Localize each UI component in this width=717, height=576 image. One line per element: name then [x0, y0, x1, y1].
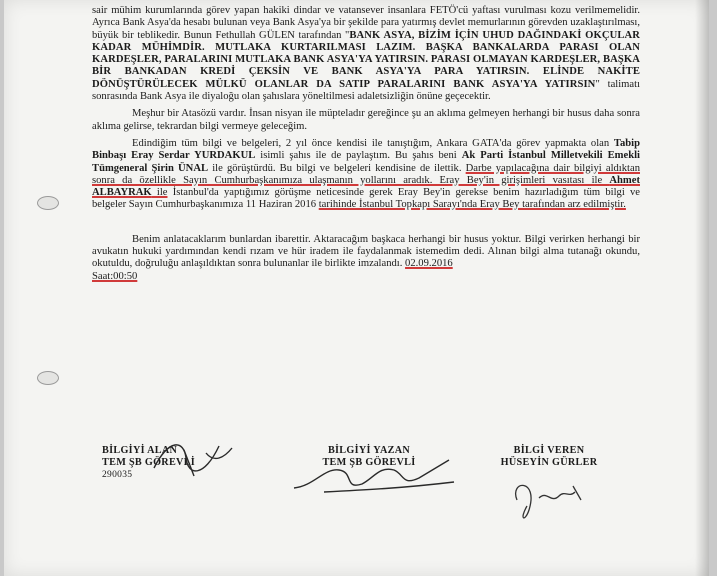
signature-title: BİLGİYİ YAZAN: [327, 445, 411, 456]
paragraph-text: Edindiğim tüm bilgi ve belgeleri, 2 yıl önce kendisi ile tanıştığım, Ankara GATA'da görev yapmakta olan: [132, 137, 614, 149]
handwritten-signature-middle: [284, 448, 464, 498]
paragraph-text: sair mühim kurumlarında görev yapan hakiki dindar ve vatansever insanlara FETÖ'cü yaftası vurulması kozu verilmemelidir. Ayrıca Bank Asya'da hesabı bulunan veya Bank Asya'ya bir şekilde para yatırmış devlet memurlarının görevden uzaklaştırılması, büyük bir teblikedir. Bunun Fethullah GÜLEN tarafından ": [92, 5, 640, 41]
time-text: Saat:00:50: [92, 270, 138, 282]
paragraph-text: " talimatı sonrasında Bank Asya ile diyaloğu olan şahıslara yöneltilmesi adaletsizliğin önüne geçecektir.: [92, 78, 640, 103]
scan-shadow: [695, 0, 709, 576]
signature-id: 290035: [102, 470, 133, 480]
signature-block-bilgi-veren: [474, 445, 624, 469]
paragraph-bilgi-belge: [92, 138, 640, 212]
paragraph-text: Meşhur bir Atasözü vardır. İnsan nisyan ile müpteladır gereğince şu an aklıma gelmeyen herhangi bir husus daha sonra aklıma gelirse, tekrardan bilgi vermeye geleceğim.: [92, 108, 640, 132]
handwritten-signature-left: [124, 428, 244, 488]
underlined-text: ile: [151, 187, 168, 199]
bold-name: Ak Parti İstanbul Milletvekili Emekli Tümgeneral Şirin ÜNAL: [92, 150, 640, 174]
bold-name: Ahmet ALBAYRAK: [92, 174, 640, 199]
signature-name: HÜSEYİN GÜRLER: [500, 457, 598, 468]
signature-title: BİLGİYİ ALAN: [102, 445, 178, 456]
underlined-text: Darbe yapılacağına dair bilgiyi aldıktan sonra da özellikle Sayın Cumhurbaşkanımıza ulaşmanın yollarını aradık. Eray Bey'in girişimleri vasıtası ile: [92, 162, 640, 186]
paragraph-text: Benim anlatacaklarım bunlardan ibarettir. Aktaracağım başkaca herhangi bir husus yoktur. Bilgi verirken herhangi bir avukatın hukuki yardımından kendi rızam ve hür iradem ile faydalanmak istemedim dedi. Alınan bilgi alma tutanağı okundu, okutuldu, doğruluğu anlaşıldıktan sonra bulunanlar ile birlikte imzalandı.: [92, 233, 640, 270]
paragraph-text: İstanbul'da yaptığımız görüşme neticesinde gerek Eray Bey'in gerekse benim hazırladığım tüm bilgi ve belgeler Sayın Cumhurbaşkanımıza 11 Haziran 2016: [92, 187, 640, 211]
bold-name: Tabip Binbaşı Eray Serdar YURDAKUL: [92, 137, 640, 162]
punch-hole-bottom: [37, 371, 59, 385]
paragraph-atasozu: [92, 108, 640, 133]
underlined-text: tarihinde İstanbul Topkapı Sarayı'nda Eray Bey tarafından arz edilmiştir.: [318, 199, 626, 211]
paragraph-text: isimli şahıs ile de paylaştım. Bu şahıs beni: [255, 150, 462, 162]
signature-role: TEM ŞB GÖREVLİ: [322, 457, 416, 468]
document-page: [4, 0, 709, 576]
paragraph-text: ile görüştürdü. Bu bilgi ve belgeleri kendisine de ilettik.: [208, 162, 466, 174]
handwritten-signature-right: [499, 470, 599, 530]
signature-title: BİLGİ VEREN: [513, 445, 585, 456]
paragraph-closing: [92, 234, 640, 283]
paragraph-bank-asya: [92, 5, 640, 103]
signature-role: TEM ŞB GÖREVLİ: [102, 457, 196, 468]
document-body: [92, 5, 640, 283]
punch-hole-top: [37, 196, 59, 210]
bold-quote: BANK ASYA, BİZİM İÇİN UHUD DAĞINDAKİ OKÇULAR KADAR MÜHİMDİR. MUTLAKA KURTARILMASI LAZIM. BAŞKA BANKALARDA PARASI OLAN KARDEŞLER, PARALARINI MUTLAKA BANK ASYA'YA YATIRSIN. PARASI OLMAYAN KARDEŞLER, BAŞKA BİR BANKADAN KREDİ ÇEKSİN VE BANK ASYA'YA PARA YATIRSIN. ELİNDE NAKİTE DÖNÜŞTÜRÜLECEK MÜLKÜ OLANLAR DA SATIP PARALARINI BANK ASYA'YA YATIRSIN: [92, 29, 640, 90]
date-text: 02.09.2016: [405, 258, 453, 270]
